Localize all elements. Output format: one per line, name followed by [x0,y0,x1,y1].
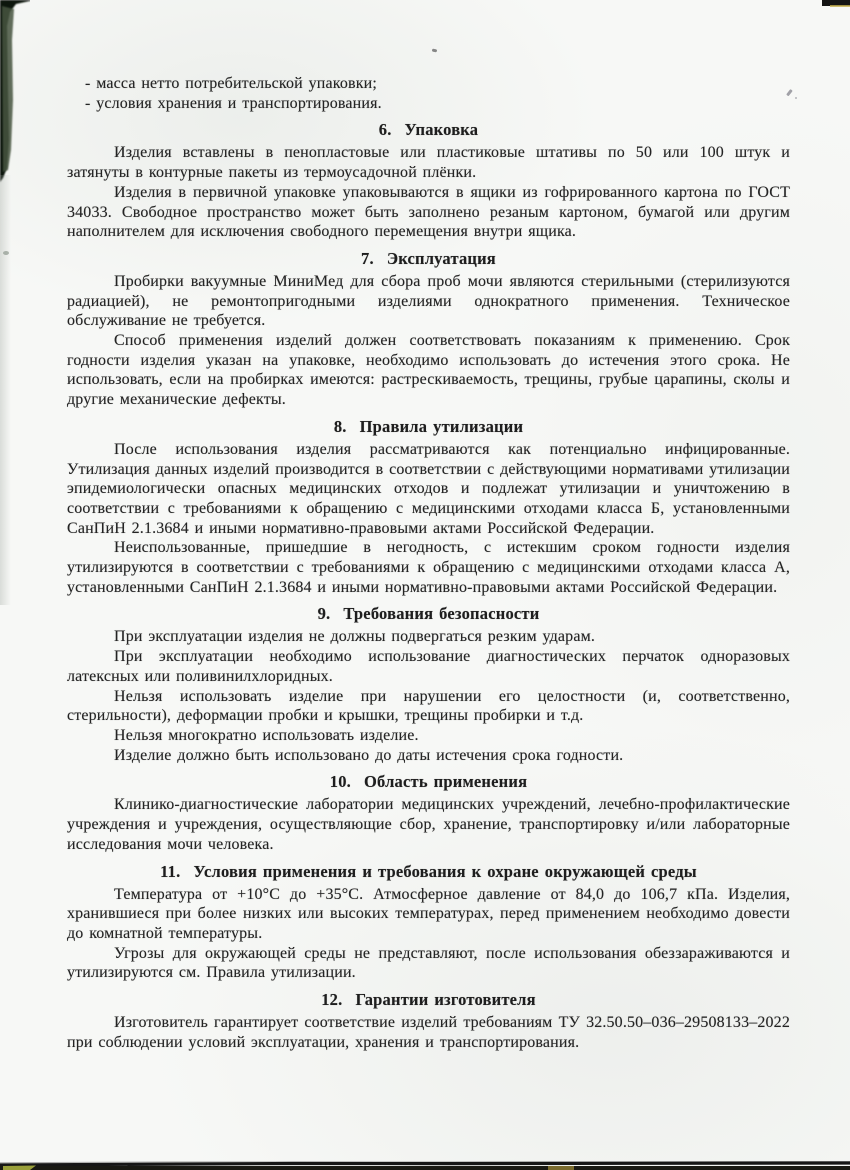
paragraph: При эксплуатации изделия не должны подвергаться резким ударам. [114,628,595,646]
intro-list [67,74,790,113]
paragraph: Изготовитель гарантирует соответствие изделий требованиям ТУ 32.50.50–036–29508133–2022 при соблюдении условий эксплуатации, хранения и транспортирования. [67,1014,790,1051]
section-heading [67,119,790,140]
intro-line: - условия хранения и транспортирования. [85,94,382,112]
paragraph: При эксплуатации необходимо использование диагностических перчаток одноразовых латексных или поливинилхлоридных. [67,648,790,685]
section-title: Условия применения и требования к охране окружающей среды [193,861,697,881]
section-application-area [67,771,790,854]
section-title: Упаковка [404,120,479,140]
scan-scratch-dot [795,97,797,99]
section-number: 7. [361,248,374,268]
paragraph: Изделие должно быть использовано до даты истечения срока годности. [114,746,624,764]
intro-line: - масса нетто потребительской упаковки; [85,75,377,92]
paragraph: Температура от +10°С до +35°С. Атмосферное давление от 84,0 до 106,7 кПа. Изделия, хранившиеся при более низких или высоких температурах, перед применением необходимо довести до комнатной температуры. [67,885,790,942]
section-environment-conditions [67,861,790,984]
section-heading [67,989,790,1010]
paragraph: Способ применения изделий должен соответствовать показаниям к применению. Срок годности изделия указан на упаковке, необходимо использовать до истечения этого срока. Не использовать, если на пробирках имеются: растрескиваемость, трещины, грубые царапины, сколы и другие механические дефекты. [67,332,790,409]
section-number: 10. [329,772,352,792]
section-title: Правила утилизации [359,416,524,436]
section-heading [67,603,790,624]
section-packaging [67,119,790,242]
scan-speck [432,49,438,53]
scan-bottom-edge-line [0,1152,850,1170]
document-text-column [67,74,790,1052]
section-title: Требования безопасности [343,604,540,624]
section-operation [67,248,790,410]
paragraph: Клинико-диагностические лаборатории медицинских учреждений, лечебно-профилактические учреждения и учреждения, осуществляющие сбор, хранение, транспортировку и/или лабораторные исследования мочи человека. [67,796,790,853]
scan-top-right-gold-line [830,5,850,7]
paragraph: Нельзя многократно использовать изделие. [114,726,419,744]
section-heading [67,416,790,437]
section-manufacturer-warranty [67,989,790,1052]
paragraph: Пробирки вакуумные МиниМед для сбора проб мочи являются стерильными (стерилизуются радиацией), не ремонтопригодными изделиями однократного применения. Техническое обслуживание не требуется. [67,272,790,330]
section-heading [67,861,790,882]
paragraph: После использования изделия рассматриваются как потенциально инфицированные. Утилизация данных изделий производится в соответствии с действующими нормативами утилизации эпидемиологически опасных медицинских отходов и подлежат утилизации и уничтожению в соответствии с требованиями к обращению с медицинскими отходами класса Б, установленными СанПиН 2.1.3684 и иными нормативно-правовыми актами Российской Федерации. [67,440,790,537]
section-number: 12. [321,990,343,1010]
scan-left-edge-shadow [0,175,11,605]
paragraph: Изделия в первичной упаковке упаковываются в ящики из гофрированного картона по ГОСТ 34033. Свободное пространство может быть заполнено резаным картоном, бумагой или другим наполнителем для исключения свободного перемещения внутри ящика. [67,183,790,241]
paragraph: Неиспользованные, пришедшие в негодность, с истекшим сроком годности изделия утилизируются в соответствии с требованиями к обращению с медицинскими отходами класса А, установленными СанПиН 2.1.3684 и иными нормативно-правовыми актами Российской Федерации. [67,539,790,596]
paragraph: Изделия вставлены в пенопластовые или пластиковые штативы по 50 или 100 штук и затянуты в контурные пакеты из термоусадочной плёнки. [67,144,790,182]
paragraph: Угрозы для окружающей среды не представляют, после использования обеззараживаются и утилизируются см. Правила утилизации. [67,944,790,982]
section-disposal-rules [67,416,790,598]
section-number: 6. [378,120,392,140]
section-title: Гарантии изготовителя [355,990,536,1010]
section-heading [67,771,790,792]
section-number: 11. [160,861,181,881]
section-safety-requirements [67,603,790,765]
paragraph: Нельзя использовать изделие при нарушении его целостности (и, соответственно, стерильности), деформации пробки и крышки, трещины пробирки и т.д. [67,687,790,725]
section-heading [67,248,790,269]
section-title: Область применения [364,772,528,792]
section-title: Эксплуатация [386,248,496,268]
section-number: 9. [317,604,331,624]
section-number: 8. [333,416,347,436]
